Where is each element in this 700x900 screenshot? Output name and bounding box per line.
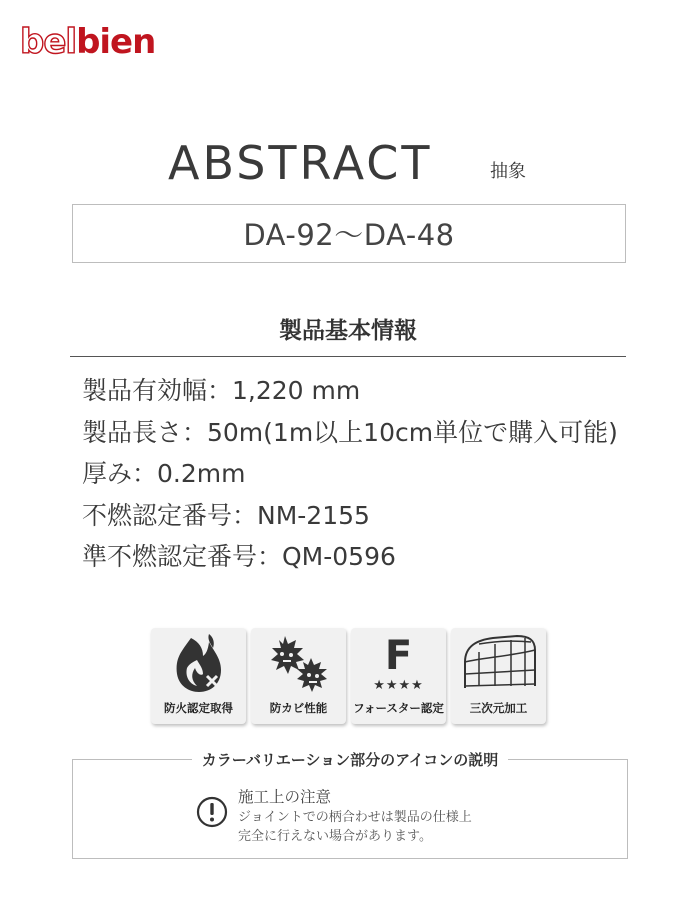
badge-mold-label: 防カビ性能	[269, 701, 328, 715]
f-four-star-icon: F	[384, 633, 413, 679]
section-divider	[70, 356, 626, 357]
caution-line-2: 完全に行えない場合があります。	[238, 829, 432, 844]
brand-logo	[20, 22, 155, 62]
spec-quasi-nonflammable-number: 準不燃認定番号：QM-0596	[82, 542, 396, 571]
icon-legend-title: カラーバリエーション部分のアイコンの説明	[192, 751, 508, 769]
caution-title: 施工上の注意	[238, 788, 332, 806]
spec-list	[82, 370, 682, 578]
badge-fire	[151, 628, 246, 724]
logo-part-bien: bien	[76, 22, 156, 62]
badge-fire-label: 防火認定取得	[164, 701, 233, 715]
spec-effective-width: 製品有効幅：1,220 mm	[82, 376, 361, 405]
feature-badges	[151, 628, 551, 726]
caution-line-1: ジョイントでの柄合わせは製品の仕様上	[238, 810, 472, 825]
icon-legend-title-wrap	[0, 749, 700, 770]
spec-thickness: 厚み：0.2mm	[82, 459, 246, 488]
3d-curve-icon	[451, 628, 546, 698]
section-heading: 製品基本情報	[279, 318, 417, 344]
exclamation-icon	[196, 796, 228, 828]
mold-icon	[251, 628, 346, 698]
spec-nonflammable-number: 不燃認定番号：NM-2155	[82, 500, 370, 530]
product-title-row	[0, 135, 700, 195]
product-title-japanese: 抽象	[490, 161, 526, 182]
badge-f-four-star	[351, 628, 446, 724]
spec-length: 製品長さ：50m(1m以上10cm単位で購入可能)	[82, 417, 618, 447]
badge-3d-processing-label: 三次元加工	[469, 701, 528, 715]
product-code-range: DA-92〜DA-48	[72, 204, 626, 263]
badge-f-four-star-label: フォースター認定	[353, 701, 444, 715]
flame-icon	[151, 628, 246, 698]
badge-mold	[251, 628, 346, 724]
badge-3d-processing	[451, 628, 546, 724]
caution-text	[238, 808, 472, 846]
logo-part-bel: bel	[20, 22, 77, 62]
product-title: ABSTRACT	[168, 136, 433, 190]
four-star-rating: ★★★★	[373, 678, 424, 693]
